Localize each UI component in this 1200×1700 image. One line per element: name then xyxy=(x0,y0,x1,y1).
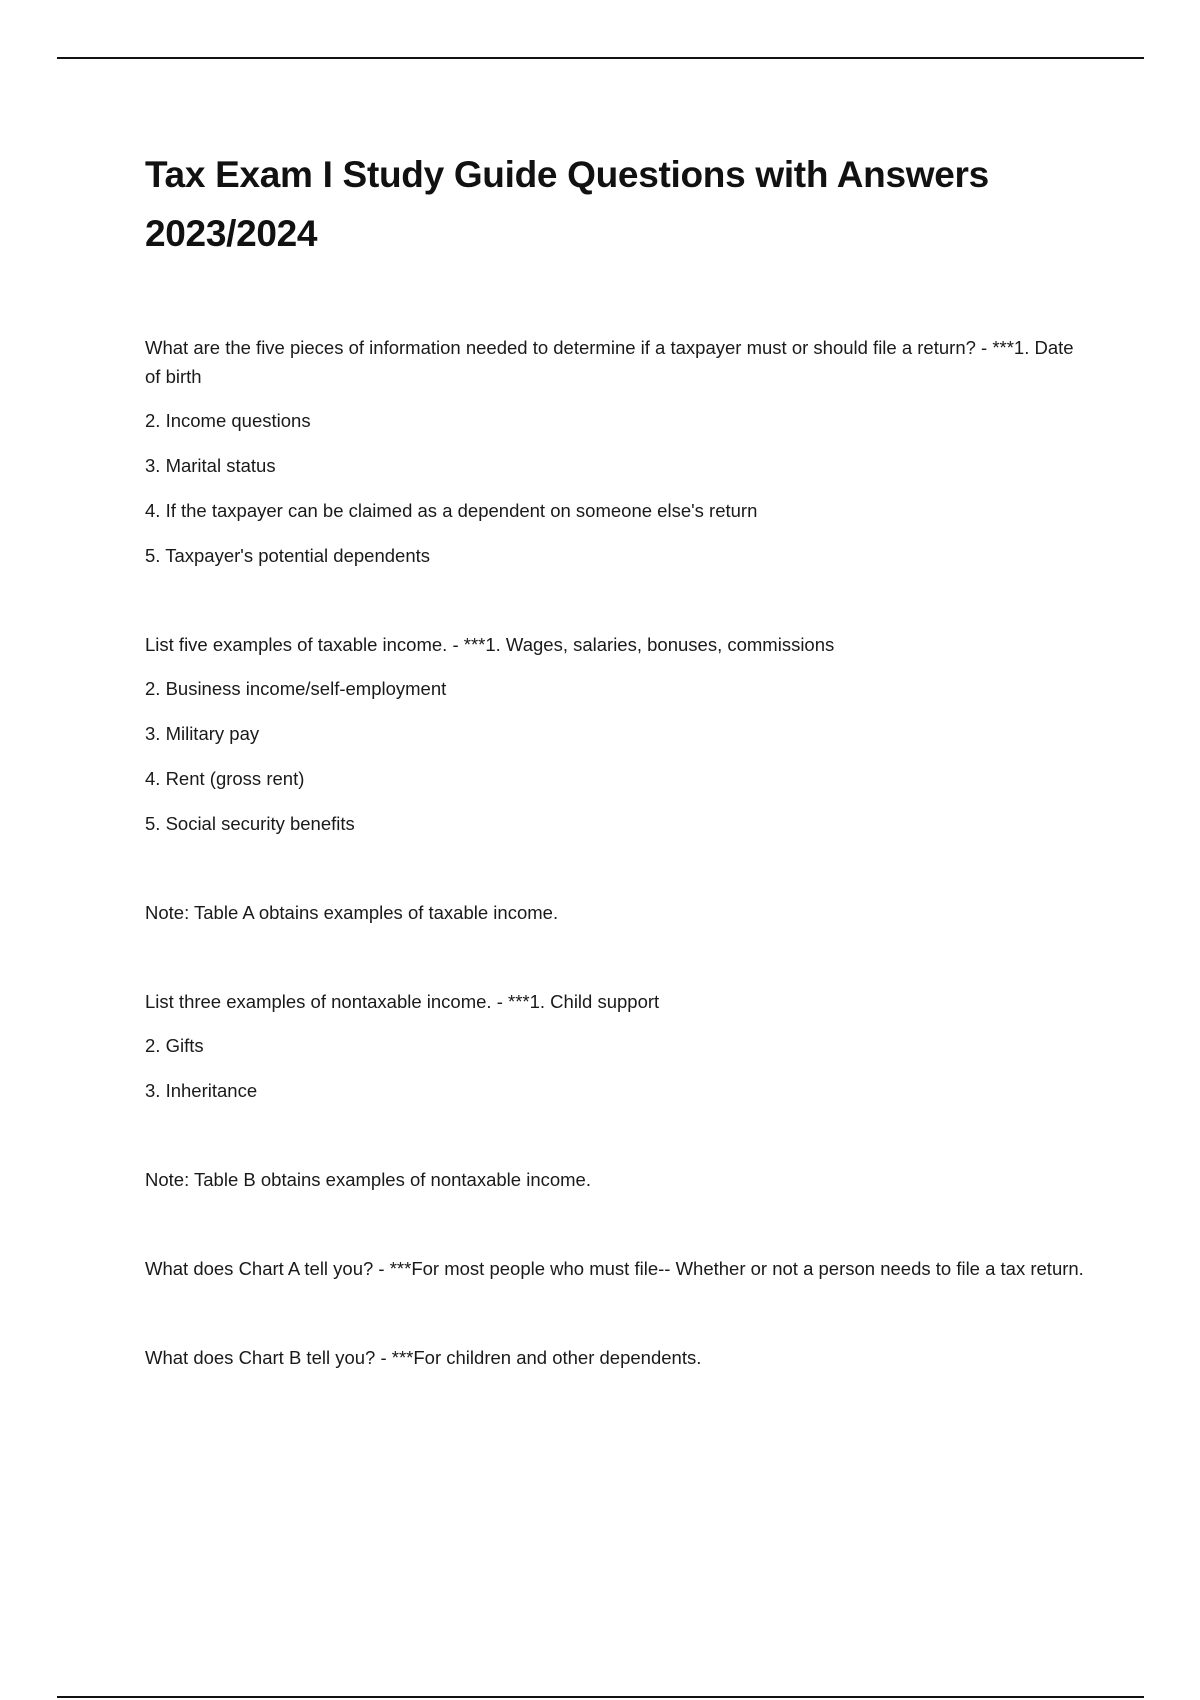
qa-section-taxable-income xyxy=(145,630,1085,838)
question-text: List five examples of taxable income. - ***1. Wages, salaries, bonuses, commissions xyxy=(145,634,835,655)
footer-rule xyxy=(57,1696,1144,1698)
note-table-a xyxy=(145,898,1085,927)
answer-item: 4. Rent (gross rent) xyxy=(145,768,305,789)
answer-item: 2. Gifts xyxy=(145,1035,204,1056)
qa-section-nontaxable-income xyxy=(145,987,1085,1105)
note-text: Note: Table A obtains examples of taxable income. xyxy=(145,902,559,923)
note-table-b xyxy=(145,1165,1085,1194)
answer-item: 2. Income questions xyxy=(145,410,311,431)
answer-item: 3. Military pay xyxy=(145,723,260,744)
answer-item: 3. Inheritance xyxy=(145,1080,258,1101)
qa-section-chart-a xyxy=(145,1254,1085,1283)
question-text: What does Chart A tell you? - ***For most people who must file-- Whether or not a person needs to file a tax return. xyxy=(145,1258,1084,1279)
document-title: Tax Exam I Study Guide Questions with Answers 2023/2024 xyxy=(145,154,989,254)
header-rule xyxy=(57,57,1144,59)
answer-item: 3. Marital status xyxy=(145,455,276,476)
answer-item: 4. If the taxpayer can be claimed as a dependent on someone else's return xyxy=(145,500,758,521)
answer-item: 5. Taxpayer's potential dependents xyxy=(145,545,431,566)
question-text: List three examples of nontaxable income. - ***1. Child support xyxy=(145,991,660,1012)
note-text: Note: Table B obtains examples of nontaxable income. xyxy=(145,1169,591,1190)
answer-item: 5. Social security benefits xyxy=(145,813,355,834)
answer-item: 2. Business income/self-employment xyxy=(145,678,447,699)
question-text: What does Chart B tell you? - ***For children and other dependents. xyxy=(145,1347,702,1368)
qa-section-filing-info xyxy=(145,333,1085,570)
document-body xyxy=(145,145,1085,1432)
question-text: What are the five pieces of information needed to determine if a taxpayer must or should file a return? - ***1. Date of birth xyxy=(145,337,1074,387)
qa-section-chart-b xyxy=(145,1343,1085,1372)
